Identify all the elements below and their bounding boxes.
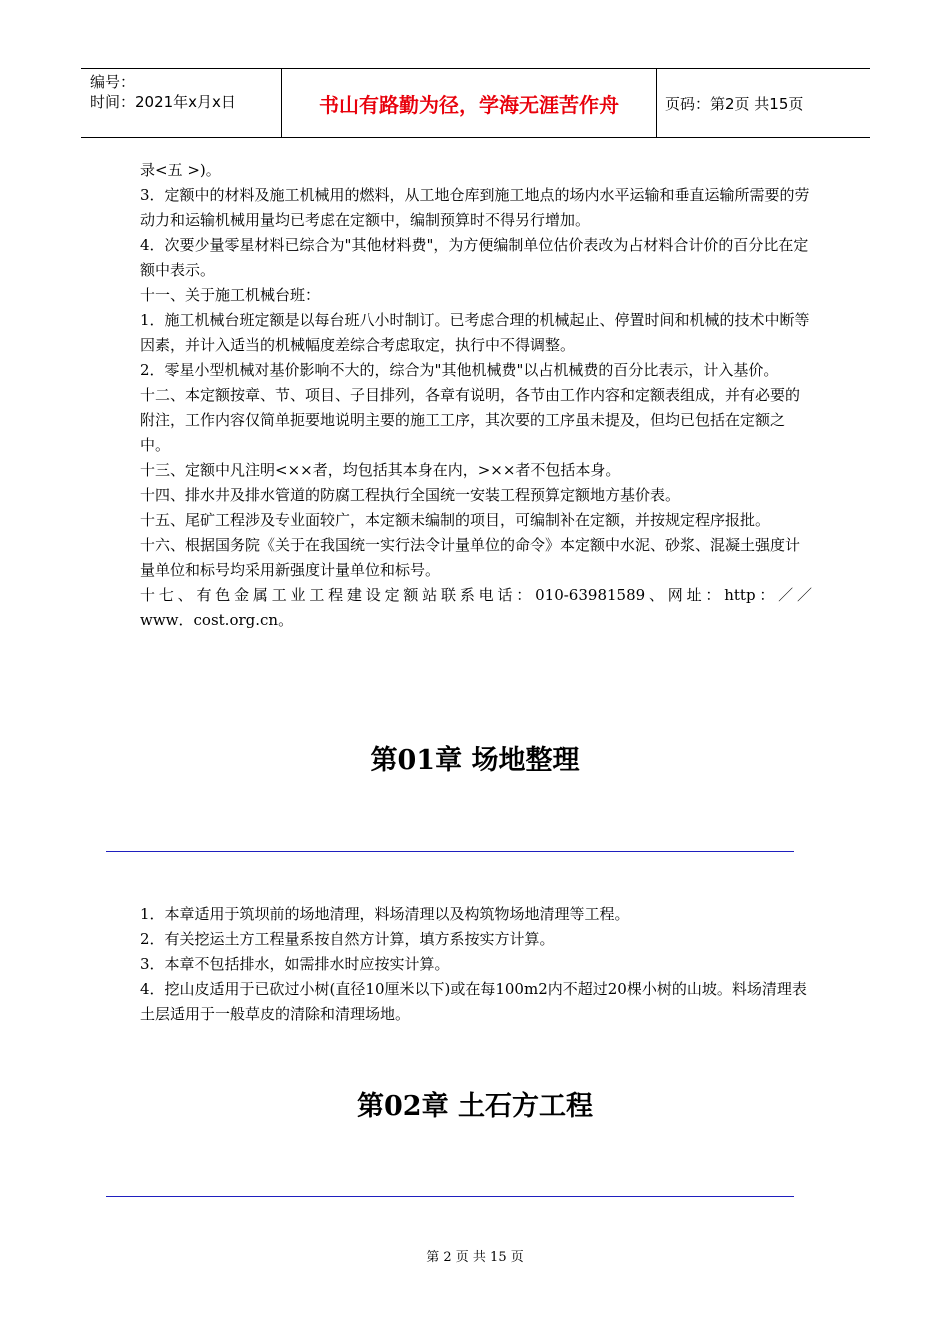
paragraph: 十三、定额中凡注明<××者，均包括其本身在内，>××者不包括本身。: [140, 461, 621, 479]
section-1-body: [140, 158, 812, 633]
contact-line: 十七、有色金属工业工程建设定额站联系电话：010-63981589、网址：http：／／: [140, 586, 812, 604]
paragraph: 十二、本定额按章、节、项目、子目排列，各章有说明，各节由工作内容和定额表组成，并有必要的附注，工作内容仅简单扼要地说明主要的施工工序，其次要的工序虽未提及，但均已包括在定额之中。: [140, 386, 801, 454]
paragraph: 4．次要少量零星材料已综合为"其他材料费"，为方便编制单位估价表改为占材料合计价的百分比在定额中表示。: [140, 236, 809, 279]
contact-url-line: www．cost.org.cn。: [140, 611, 294, 629]
header-motto-cell: [282, 69, 657, 137]
page-info: 页码：第2页 共15页: [665, 95, 804, 113]
paragraph: 1．施工机械台班定额是以每台班八小时制订。已考虑合理的机械起止、停置时间和机械的技术中断等因素，并计入适当的机械幅度差综合考虑取定，执行中不得调整。: [140, 311, 810, 354]
header-left-cell: [81, 69, 282, 137]
paragraph: 录<五 >)。: [140, 161, 221, 179]
chapter-2-divider: [106, 1196, 794, 1197]
paragraph: 3．定额中的材料及施工机械用的燃料，从工地仓库到施工地点的场内水平运输和垂直运输所需要的劳动力和运输机械用量均已考虑在定额中，编制预算时不得另行增加。: [140, 186, 810, 229]
page-footer: 第 2 页 共 15 页: [426, 1250, 524, 1265]
paragraph: 十四、排水井及排水管道的防腐工程执行全国统一安装工程预算定额地方基价表。: [140, 486, 681, 504]
paragraph: 4．挖山皮适用于已砍过小树(直径10厘米以下)或在每100m2内不超过20棵小树的山坡。料场清理表土层适用于一般草皮的清除和清理场地。: [140, 980, 807, 1023]
paragraph: 2．零星小型机械对基价影响不大的，综合为"其他机械费"以占机械费的百分比表示，计入基价。: [140, 361, 779, 379]
chapter-1-title: 第01章 场地整理: [370, 745, 580, 776]
paragraph: 2．有关挖运土方工程量系按自然方计算，填方系按实方计算。: [140, 930, 555, 948]
chapter-1-divider: [106, 851, 794, 852]
motto-text: 书山有路勤为径，学海无涯苦作舟: [319, 92, 619, 117]
paragraph: 十六、根据国务院《关于在我国统一实行法令计量单位的命令》本定额中水泥、砂浆、混凝土强度计量单位和标号均采用新强度计量单位和标号。: [140, 536, 801, 579]
chapter-2-title: 第02章 土石方工程: [357, 1091, 593, 1122]
date-label: 时间：2021年x月x日: [90, 93, 236, 111]
paragraph: 3．本章不包括排水，如需排水时应按实计算。: [140, 955, 450, 973]
paragraph: 十五、尾矿工程涉及专业面较广，本定额未编制的项目，可编制补在定额，并按规定程序报批。: [140, 511, 771, 529]
paragraph: 十一、关于施工机械台班：: [140, 286, 321, 304]
section-2-body: [140, 902, 812, 1027]
paragraph: 1．本章适用于筑坝前的场地清理，料场清理以及构筑物场地清理等工程。: [140, 905, 630, 923]
number-label: 编号：: [90, 73, 136, 91]
page-header: [81, 68, 870, 138]
